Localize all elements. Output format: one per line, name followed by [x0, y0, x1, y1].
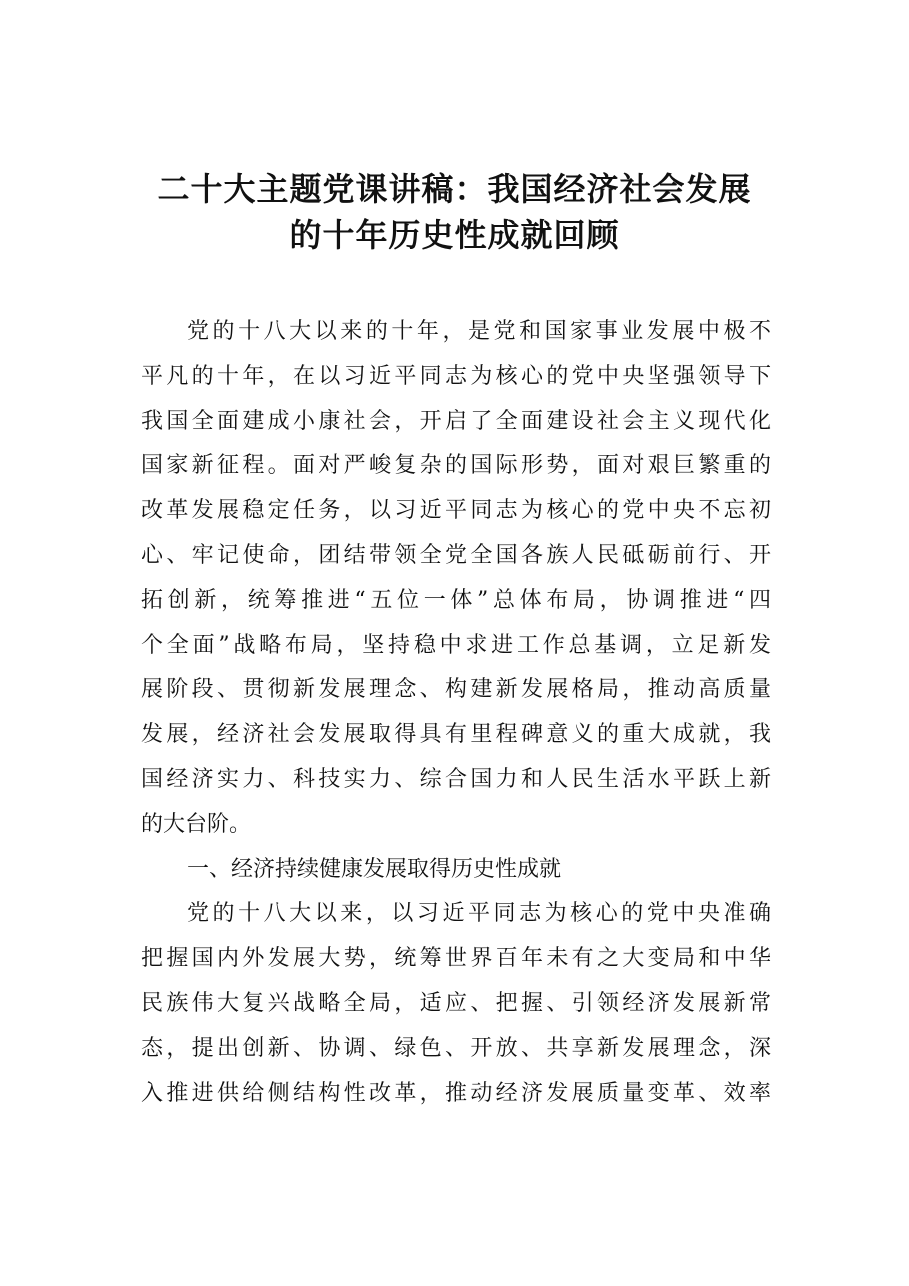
section-heading: 一、经济持续健康发展取得历史性成就 — [187, 856, 562, 882]
text-line: 国家新征程。面对严峻复杂的国际形势，面对艰巨繁重的 — [141, 453, 771, 479]
paragraph-intro — [141, 310, 771, 848]
text-line: 把握国内外发展大势，统筹世界百年未有之大变局和中华 — [141, 946, 771, 972]
paragraph-section1 — [141, 892, 771, 1116]
text-line: 个全面”战略布局，坚持稳中求进工作总基调，立足新发 — [141, 632, 771, 658]
text-line: 平凡的十年，在以习近平同志为核心的党中央坚强领导下 — [141, 363, 771, 389]
text-line: 民族伟大复兴战略全局，适应、把握、引领经济发展新常 — [141, 990, 771, 1016]
text-line: 党的十八大以来的十年，是党和国家事业发展中极不 — [187, 319, 771, 344]
text-line: 发展，经济社会发展取得具有里程碑意义的重大成就，我 — [141, 722, 771, 748]
text-line: 国经济实力、科技实力、综合国力和人民生活水平跃上新 — [141, 766, 771, 792]
document-title — [100, 166, 809, 258]
text-line: 党的十八大以来，以习近平同志为核心的党中央准确 — [187, 901, 771, 927]
title-line: 的十年历史性成就回顾 — [289, 216, 620, 254]
text-line: 展阶段、贯彻新发展理念、构建新发展格局，推动高质量 — [141, 677, 771, 703]
text-line: 改革发展稳定任务，以习近平同志为核心的党中央不忘初 — [141, 498, 771, 524]
document-body — [141, 310, 771, 1116]
text-line: 我国全面建成小康社会，开启了全面建设社会主义现代化 — [141, 408, 771, 434]
title-line: 二十大主题党课讲稿：我国经济社会发展 — [157, 170, 752, 208]
text-line: 态，提出创新、协调、绿色、开放、共享新发展理念，深 — [141, 1035, 771, 1061]
text-line: 拓创新，统筹推进“五位一体”总体布局，协调推进“四 — [141, 587, 771, 613]
text-line: 心、牢记使命，团结带领全党全国各族人民砥砺前行、开 — [141, 542, 771, 568]
text-line: 入推进供给侧结构性改革，推动经济发展质量变革、效率 — [141, 1080, 771, 1106]
text-line: 的大台阶。 — [141, 811, 252, 837]
